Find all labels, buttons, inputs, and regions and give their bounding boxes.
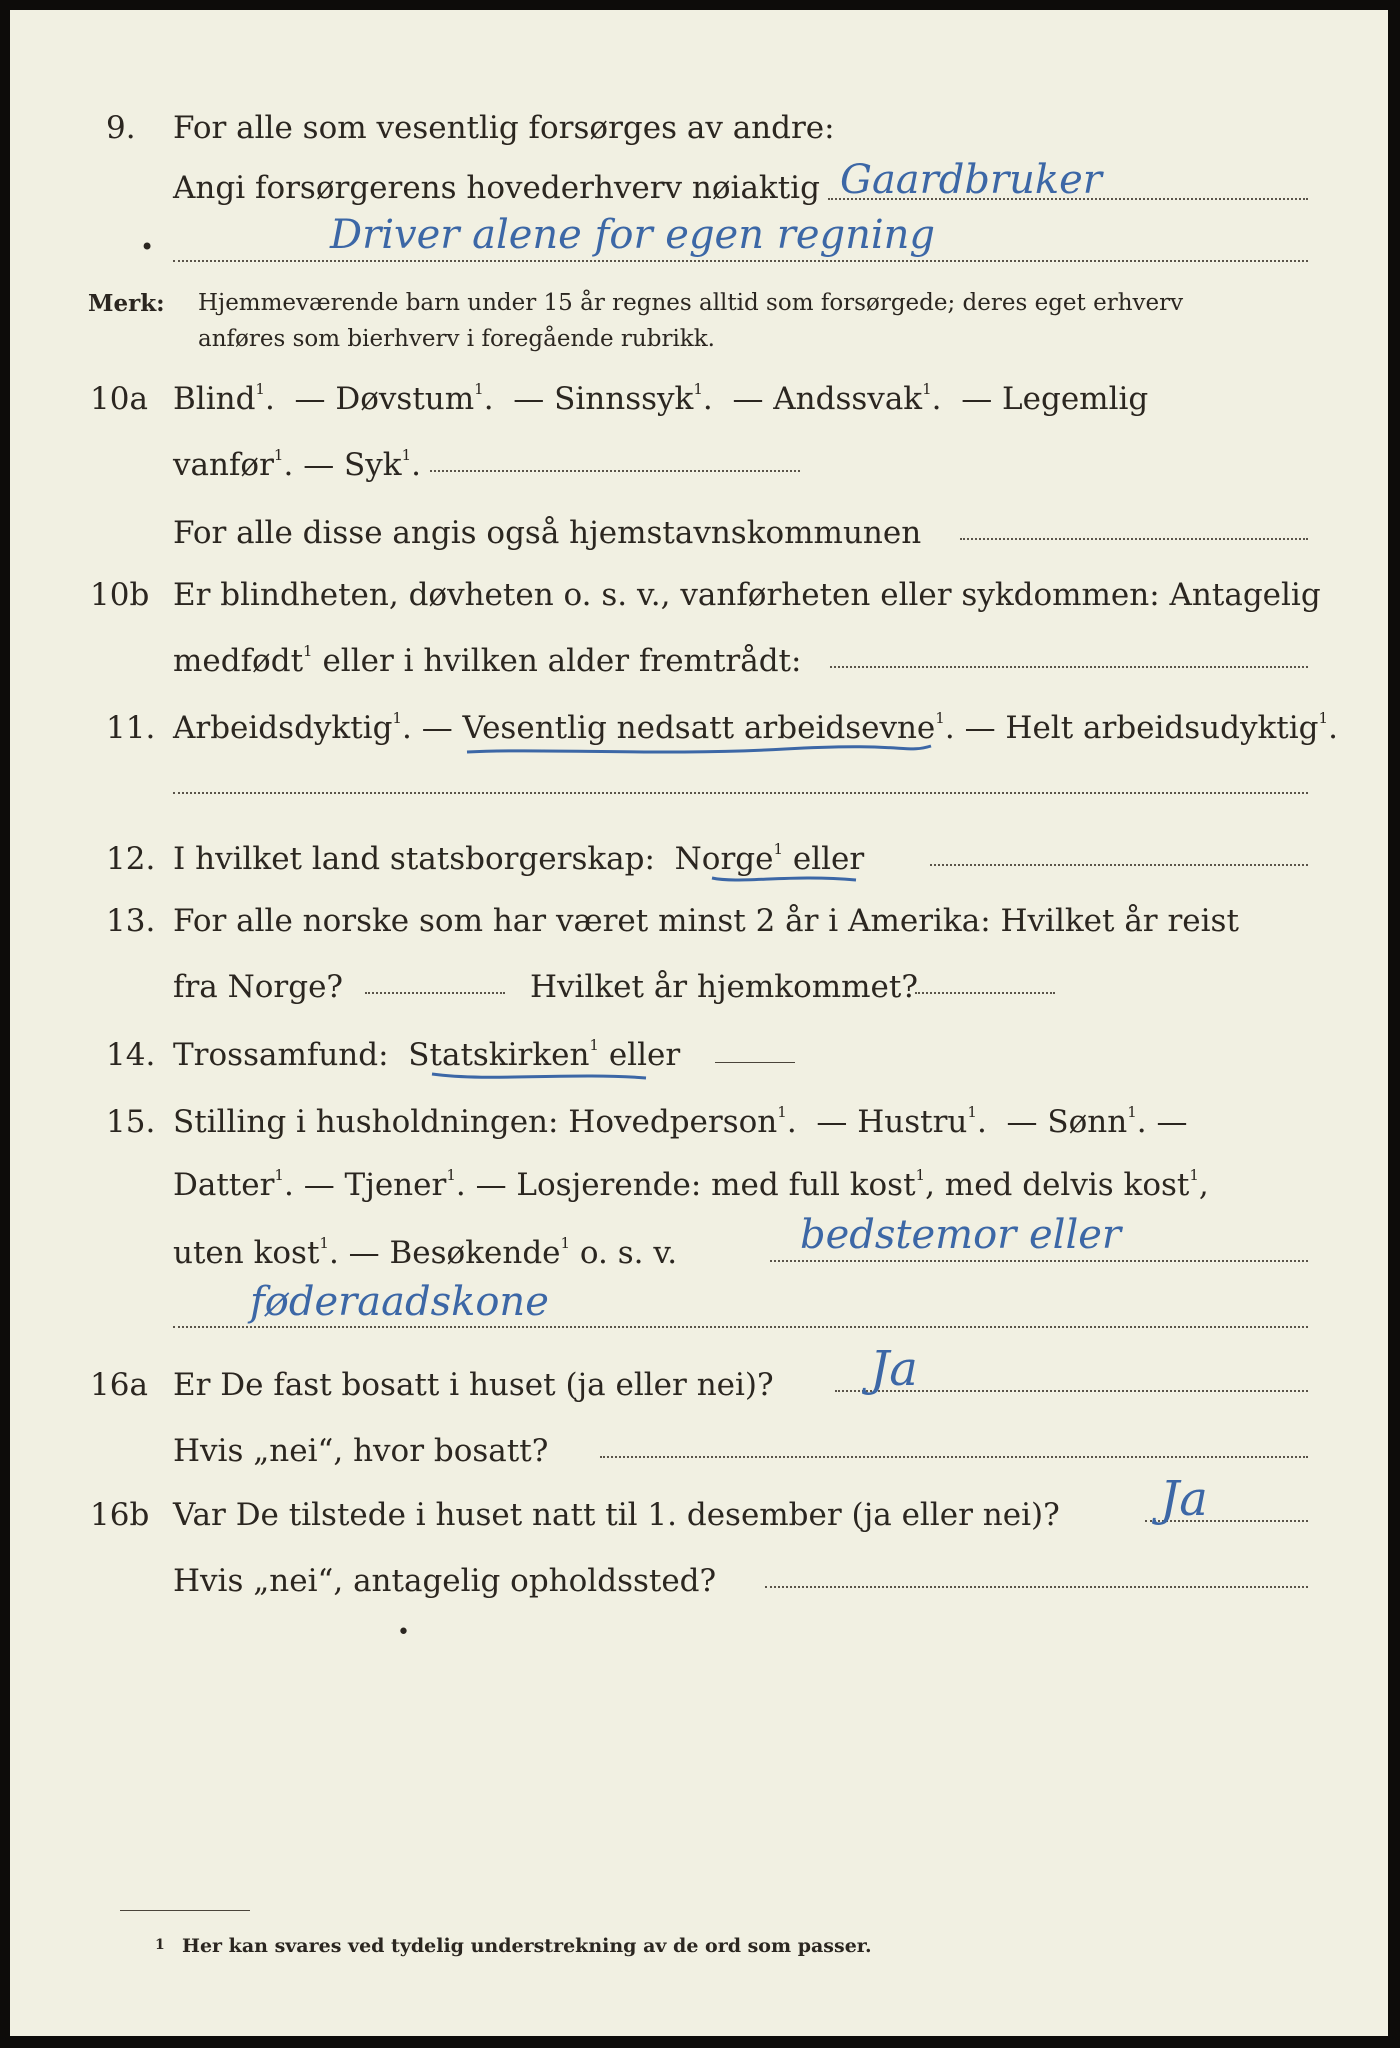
q10b-line2: medfødt$^1$ eller i hvilken alder fremtrådt:	[173, 642, 802, 679]
q11-line: Arbeidsdyktig$^1$. — Vesentlig nedsatt arbeidsevne$^1$. — Helt arbeidsudyktig$^1$.	[173, 709, 1338, 746]
q9-answer2-line	[173, 260, 1308, 262]
q13-number: 13.	[106, 903, 156, 939]
q10b-number: 10b	[90, 577, 150, 613]
q16b-line1: Var De tilstede i huset natt til 1. desember (ja eller nei)?	[173, 1497, 1060, 1533]
q9-handwritten-answer2: Driver alene for egen regning	[330, 212, 936, 258]
q11-number: 11.	[106, 710, 156, 746]
merk-line2: anføres som bierhverv i foregående rubrikk.	[198, 326, 715, 352]
q16a-handwritten-answer: Ja	[870, 1341, 918, 1397]
q10a-line2: vanfør$^1$. — Syk$^1$.	[173, 446, 421, 483]
footnote-text: Her kan svares ved tydelig understrekning av de ord som passer.	[182, 1935, 872, 1957]
q14-answer-line	[715, 1062, 795, 1063]
q12-number: 12.	[106, 841, 156, 877]
q15-line3: uten kost$^1$. — Besøkende$^1$ o. s. v.	[173, 1234, 678, 1271]
q15-answer2-line	[173, 1326, 1308, 1328]
q9-number: 9.	[106, 110, 136, 146]
merk-line1: Hjemmeværende barn under 15 år regnes alltid som forsørgede; deres eget erhverv	[198, 290, 1184, 316]
q12-answer-line	[930, 864, 1308, 866]
q13-line2a: fra Norge?	[173, 969, 344, 1005]
footnote-rule	[120, 1910, 250, 1911]
q10b-line1: Er blindheten, døvheten o. s. v., vanførheten eller sykdommen: Antagelig	[173, 577, 1321, 613]
q15-answer1-line	[770, 1260, 1308, 1262]
q11-extra-line	[173, 792, 1308, 794]
q9-handwritten-answer1: Gaardbruker	[840, 157, 1102, 203]
q16a-number: 16a	[90, 1367, 148, 1403]
q16a-line2: Hvis „nei“, hvor bosatt?	[173, 1433, 549, 1469]
q10a-hjemstavn-line	[960, 538, 1308, 540]
bullet-dot: •	[140, 233, 155, 261]
q16a-line1: Er De fast bosatt i huset (ja eller nei)?	[173, 1367, 774, 1403]
q11-handwritten-underline	[465, 740, 935, 762]
q15-line1: Stilling i husholdningen: Hovedperson$^1$. — Hustru$^1$. — Sønn$^1$. —	[173, 1103, 1188, 1140]
q13-line1: For alle norske som har været minst 2 år i Amerika: Hvilket år reist	[173, 903, 1239, 939]
q16b-opholdssted-line	[765, 1586, 1308, 1588]
q13-reist-line	[365, 992, 505, 994]
q15-number: 15.	[106, 1104, 156, 1140]
q10a-syk-line	[430, 470, 800, 472]
stray-dot: •	[397, 1620, 410, 1645]
q15-line2: Datter$^1$. — Tjener$^1$. — Losjerende: med full kost$^1$, med delvis kost$^1$,	[173, 1166, 1209, 1203]
q16b-handwritten-answer: Ja	[1160, 1471, 1208, 1527]
merk-label: Merk:	[88, 290, 165, 317]
footnote-mark: 1	[155, 1937, 165, 1953]
q14-handwritten-underline	[430, 1066, 650, 1086]
q14-line: Trossamfund: Statskirken$^1$ eller	[173, 1036, 681, 1073]
q15-handwritten-answer2: føderaadskone	[250, 1279, 549, 1325]
q13-hjemkommet-line	[915, 992, 1055, 994]
q16b-line2: Hvis „nei“, antagelig opholdssted?	[173, 1563, 717, 1599]
q16b-number: 16b	[90, 1497, 150, 1533]
q9-line1: For alle som vesentlig forsørges av andre:	[173, 110, 835, 146]
q13-line2b: Hvilket år hjemkommet?	[530, 969, 918, 1005]
q12-handwritten-underline	[710, 868, 860, 888]
q14-number: 14.	[106, 1037, 156, 1073]
q12-line: I hvilket land statsborgerskap: Norge$^1$ eller	[173, 840, 865, 877]
q15-handwritten-answer1: bedstemor eller	[800, 1212, 1122, 1258]
q16a-bosatt-line	[600, 1456, 1308, 1458]
census-form-page	[10, 10, 1388, 2036]
q10a-number: 10a	[90, 381, 148, 417]
q10a-line3: For alle disse angis også hjemstavnskommunen	[173, 515, 922, 551]
q9-line2: Angi forsørgerens hovederhverv nøiaktig	[173, 170, 820, 206]
q10a-line1: Blind$^1$. — Døvstum$^1$. — Sinnssyk$^1$. — Andssvak$^1$. — Legemlig	[173, 380, 1149, 417]
q10b-answer-line	[830, 666, 1308, 668]
